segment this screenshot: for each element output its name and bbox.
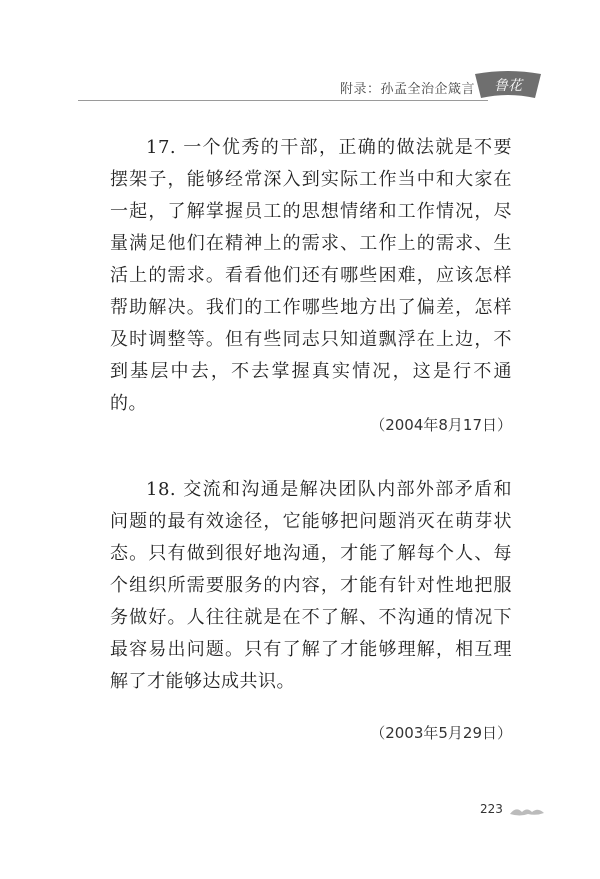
entry-17-paragraph: 17. 一个优秀的干部，正确的做法就是不要摆架子，能够经常深入到实际工作当中和大家在一起，了解掌握员工的思想情绪和工作情况，尽量满足他们在精神上的需求、工作上的需求、生活上的需求。看看他们还有哪些困难，应该怎样帮助解决。我们的工作哪些地方出了偏差，怎样及时调整等。但有些同志只知道飘浮在上边，不到基层中去，不去掌握真实情况，这是行不通的。	[110, 137, 512, 414]
page-footer	[470, 800, 550, 820]
entry-18-date: （2003年5月29日）	[370, 724, 512, 742]
entry-17-date: （2004年8月17日）	[370, 416, 512, 434]
running-header	[78, 66, 558, 106]
cloud-ornament-icon	[508, 804, 546, 818]
entry-18-paragraph: 18. 交流和沟通是解决团队内部外部矛盾和问题的最有效途径，它能够把问题消灭在萌芽状态。只有做到很好地沟通，才能了解每个人、每个组织所需要服务的内容，才能有针对性地把服务做好。人往往就是在不了解、不沟通的情况下最容易出问题。只有了解了才能够理解，相互理解了才能够达成共识。	[110, 479, 512, 692]
calligraphy-seal-icon	[473, 70, 543, 100]
header-title: 附录：孙孟全治企箴言	[340, 82, 476, 97]
page-number: 223	[480, 802, 503, 816]
svg-text:鲁花: 鲁花	[494, 78, 522, 94]
header-rule	[78, 100, 488, 101]
